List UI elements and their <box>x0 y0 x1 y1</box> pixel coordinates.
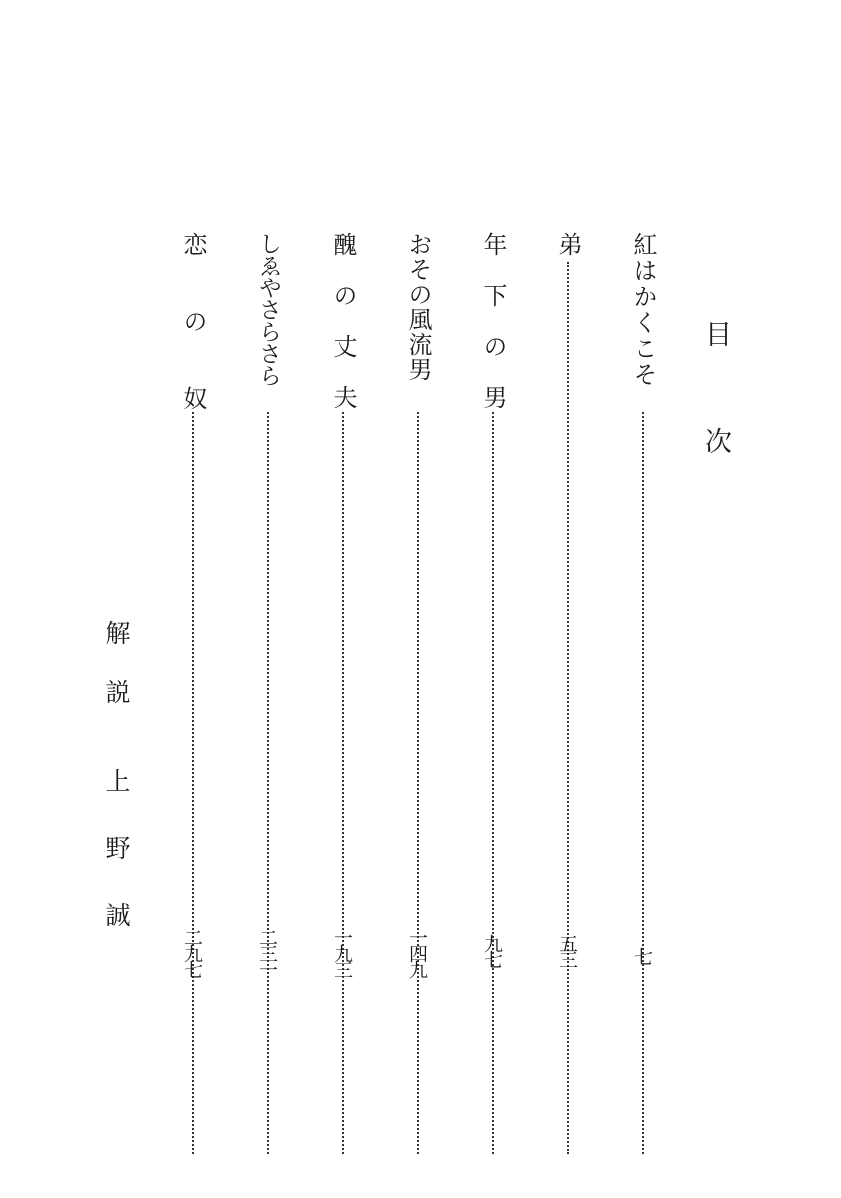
toc-entry-page: 二三一 <box>256 928 278 976</box>
toc-entry-page: 二九七 <box>181 928 203 976</box>
toc-entry-page: 五三 <box>556 934 578 966</box>
dot-leader <box>417 412 419 1154</box>
toc-entry[interactable] <box>398 232 438 976</box>
toc-entry-title: おその風流男 <box>404 232 432 382</box>
dot-leader <box>267 412 269 1154</box>
toc-entry[interactable] <box>473 232 513 966</box>
dot-leader <box>642 412 644 1154</box>
dot-leader <box>567 262 569 1154</box>
toc-heading: 目次 <box>700 320 731 534</box>
toc-entry[interactable] <box>623 232 663 962</box>
toc-entry-title: 年下の男 <box>479 232 507 436</box>
toc-entry-page: 七 <box>631 947 653 963</box>
dot-leader <box>342 412 344 1154</box>
dot-leader <box>192 412 194 1154</box>
dot-leader <box>492 412 494 1154</box>
toc-entry[interactable] <box>548 232 588 966</box>
toc-entry-title: 醜の丈夫 <box>329 232 357 436</box>
toc-entry[interactable] <box>323 232 363 976</box>
toc-entry-title: しゑやさらさら <box>255 232 281 386</box>
commentary-credit[interactable] <box>104 620 129 969</box>
toc-entry[interactable] <box>173 232 213 976</box>
toc-entry-title: 紅はかくこそ <box>629 232 657 388</box>
commentary-author: 上野誠 <box>102 768 131 969</box>
toc-entry-page: 一四九 <box>406 928 428 976</box>
toc-entry-title: 弟 <box>554 232 582 256</box>
commentary-label: 解説 <box>102 620 131 738</box>
toc-entry[interactable] <box>248 232 288 976</box>
toc-entry-page: 一九三 <box>331 928 353 976</box>
toc-entry-page: 九七 <box>481 934 503 966</box>
toc-entry-title: 恋の奴 <box>179 232 207 463</box>
